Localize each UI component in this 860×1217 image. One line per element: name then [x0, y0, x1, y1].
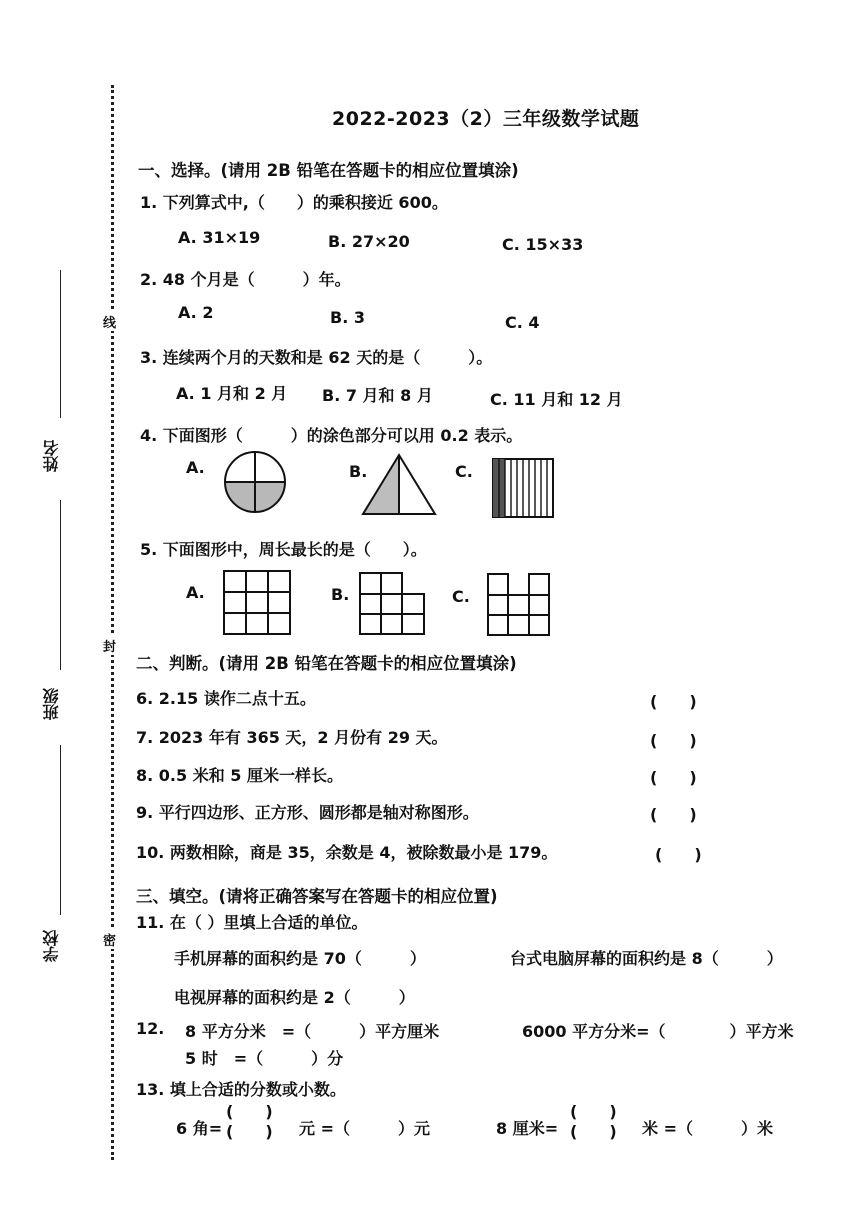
- q11-phone-screen[interactable]: 手机屏幕的面积约是 70（ ）: [174, 949, 426, 968]
- q4-option-a-label[interactable]: A.: [186, 458, 205, 477]
- q13-meter-blank[interactable]: 米 =（ ）米: [642, 1119, 773, 1138]
- seal-dotted-line: [111, 85, 114, 1160]
- q5-stem: 5. 下面图形中，周长最长的是（ ）。: [140, 540, 427, 559]
- q12-square-decimeter[interactable]: 8 平方分米 =（ ）平方厘米: [185, 1022, 440, 1041]
- section1-heading: 一、选择。(请用 2B 铅笔在答题卡的相应位置填涂): [138, 161, 519, 180]
- q6-answer-paren[interactable]: ( ): [650, 692, 697, 711]
- class-label: 班级: [42, 688, 61, 720]
- q1-stem: 1. 下列算式中,（ ）的乘积接近 600。: [140, 193, 448, 212]
- seal-char-mi: 密: [103, 930, 116, 949]
- q13-centimeter-label: 8 厘米=: [496, 1119, 559, 1138]
- school-write-line[interactable]: [60, 745, 61, 915]
- q5-grid-figure-b: [359, 572, 425, 635]
- q1-option-c[interactable]: C. 15×33: [502, 235, 584, 254]
- q4-option-b-label[interactable]: B.: [349, 462, 368, 481]
- q2-option-a[interactable]: A. 2: [178, 303, 214, 322]
- class-write-line[interactable]: [60, 500, 61, 670]
- q4-stem: 4. 下面图形（ ）的涂色部分可以用 0.2 表示。: [140, 426, 523, 445]
- q13-fraction-blank-2[interactable]: [570, 1102, 617, 1142]
- q5-grid-figure-a: [223, 570, 291, 635]
- q13-fraction-2-denominator[interactable]: ( ): [570, 1122, 617, 1141]
- q2-option-c[interactable]: C. 4: [505, 313, 540, 332]
- q1-option-a[interactable]: A. 31×19: [178, 228, 261, 247]
- q13-yuan-blank[interactable]: 元 =（ ）元: [299, 1119, 430, 1138]
- q12-square-meter[interactable]: 6000 平方分米=（ ）平方米: [522, 1022, 794, 1041]
- q12-hours-minutes[interactable]: 5 时 =（ ）分: [185, 1049, 344, 1068]
- q4-circle-figure: [224, 451, 286, 513]
- q12-number: 12.: [136, 1019, 165, 1038]
- q9-text: 9. 平行四边形、正方形、圆形都是轴对称图形。: [136, 803, 479, 822]
- q13-fraction-2-numerator[interactable]: ( ): [570, 1102, 617, 1121]
- q10-text: 10. 两数相除，商是 35，余数是 4，被除数最小是 179。: [136, 843, 558, 862]
- q9-answer-paren[interactable]: ( ): [650, 805, 697, 824]
- q11-desktop-screen[interactable]: 台式电脑屏幕的面积约是 8（ ）: [510, 949, 783, 968]
- q11-tv-screen[interactable]: 电视屏幕的面积约是 2（ ）: [174, 988, 415, 1007]
- q13-fraction-1-denominator[interactable]: ( ): [226, 1122, 273, 1141]
- page-title: 2022-2023（2）三年级数学试题: [332, 108, 640, 130]
- q8-text: 8. 0.5 米和 5 厘米一样长。: [136, 766, 343, 785]
- q7-answer-paren[interactable]: ( ): [650, 731, 697, 750]
- q13-fraction-1-numerator[interactable]: ( ): [226, 1102, 273, 1121]
- q5-option-c-label[interactable]: C.: [452, 587, 470, 606]
- q4-option-c-label[interactable]: C.: [455, 462, 473, 481]
- q4-triangle-figure: [362, 454, 436, 516]
- q11-stem: 11. 在（ ）里填上合适的单位。: [136, 913, 368, 932]
- q3-option-c[interactable]: C. 11 月和 12 月: [490, 390, 623, 409]
- q3-option-a[interactable]: A. 1 月和 2 月: [176, 384, 288, 403]
- q13-fraction-blank-1[interactable]: [226, 1102, 273, 1142]
- section3-heading: 三、填空。(请将正确答案写在答题卡的相应位置): [136, 887, 498, 906]
- q3-stem: 3. 连续两个月的天数和是 62 天的是（ ）。: [140, 348, 493, 367]
- section2-heading: 二、判断。(请用 2B 铅笔在答题卡的相应位置填涂): [136, 654, 517, 673]
- name-label: 姓名: [42, 440, 61, 472]
- q5-option-b-label[interactable]: B.: [331, 585, 350, 604]
- q13-stem: 13. 填上合适的分数或小数。: [136, 1080, 346, 1099]
- q6-text: 6. 2.15 读作二点十五。: [136, 689, 316, 708]
- q10-answer-paren[interactable]: ( ): [655, 845, 702, 864]
- q4-striped-rectangle-figure: [492, 458, 554, 518]
- q7-text: 7. 2023 年有 365 天，2 月份有 29 天。: [136, 728, 448, 747]
- school-label: 学校: [42, 930, 61, 962]
- name-write-line[interactable]: [60, 270, 61, 418]
- q5-grid-figure-c: [487, 573, 551, 636]
- seal-char-xian: 线: [103, 312, 116, 331]
- q8-answer-paren[interactable]: ( ): [650, 768, 697, 787]
- q2-stem: 2. 48 个月是（ ）年。: [140, 270, 351, 289]
- q3-option-b[interactable]: B. 7 月和 8 月: [322, 386, 433, 405]
- q13-jiao-label: 6 角=: [176, 1119, 223, 1138]
- q1-option-b[interactable]: B. 27×20: [328, 232, 410, 251]
- seal-char-feng: 封: [103, 636, 116, 655]
- q2-option-b[interactable]: B. 3: [330, 308, 365, 327]
- q5-option-a-label[interactable]: A.: [186, 583, 205, 602]
